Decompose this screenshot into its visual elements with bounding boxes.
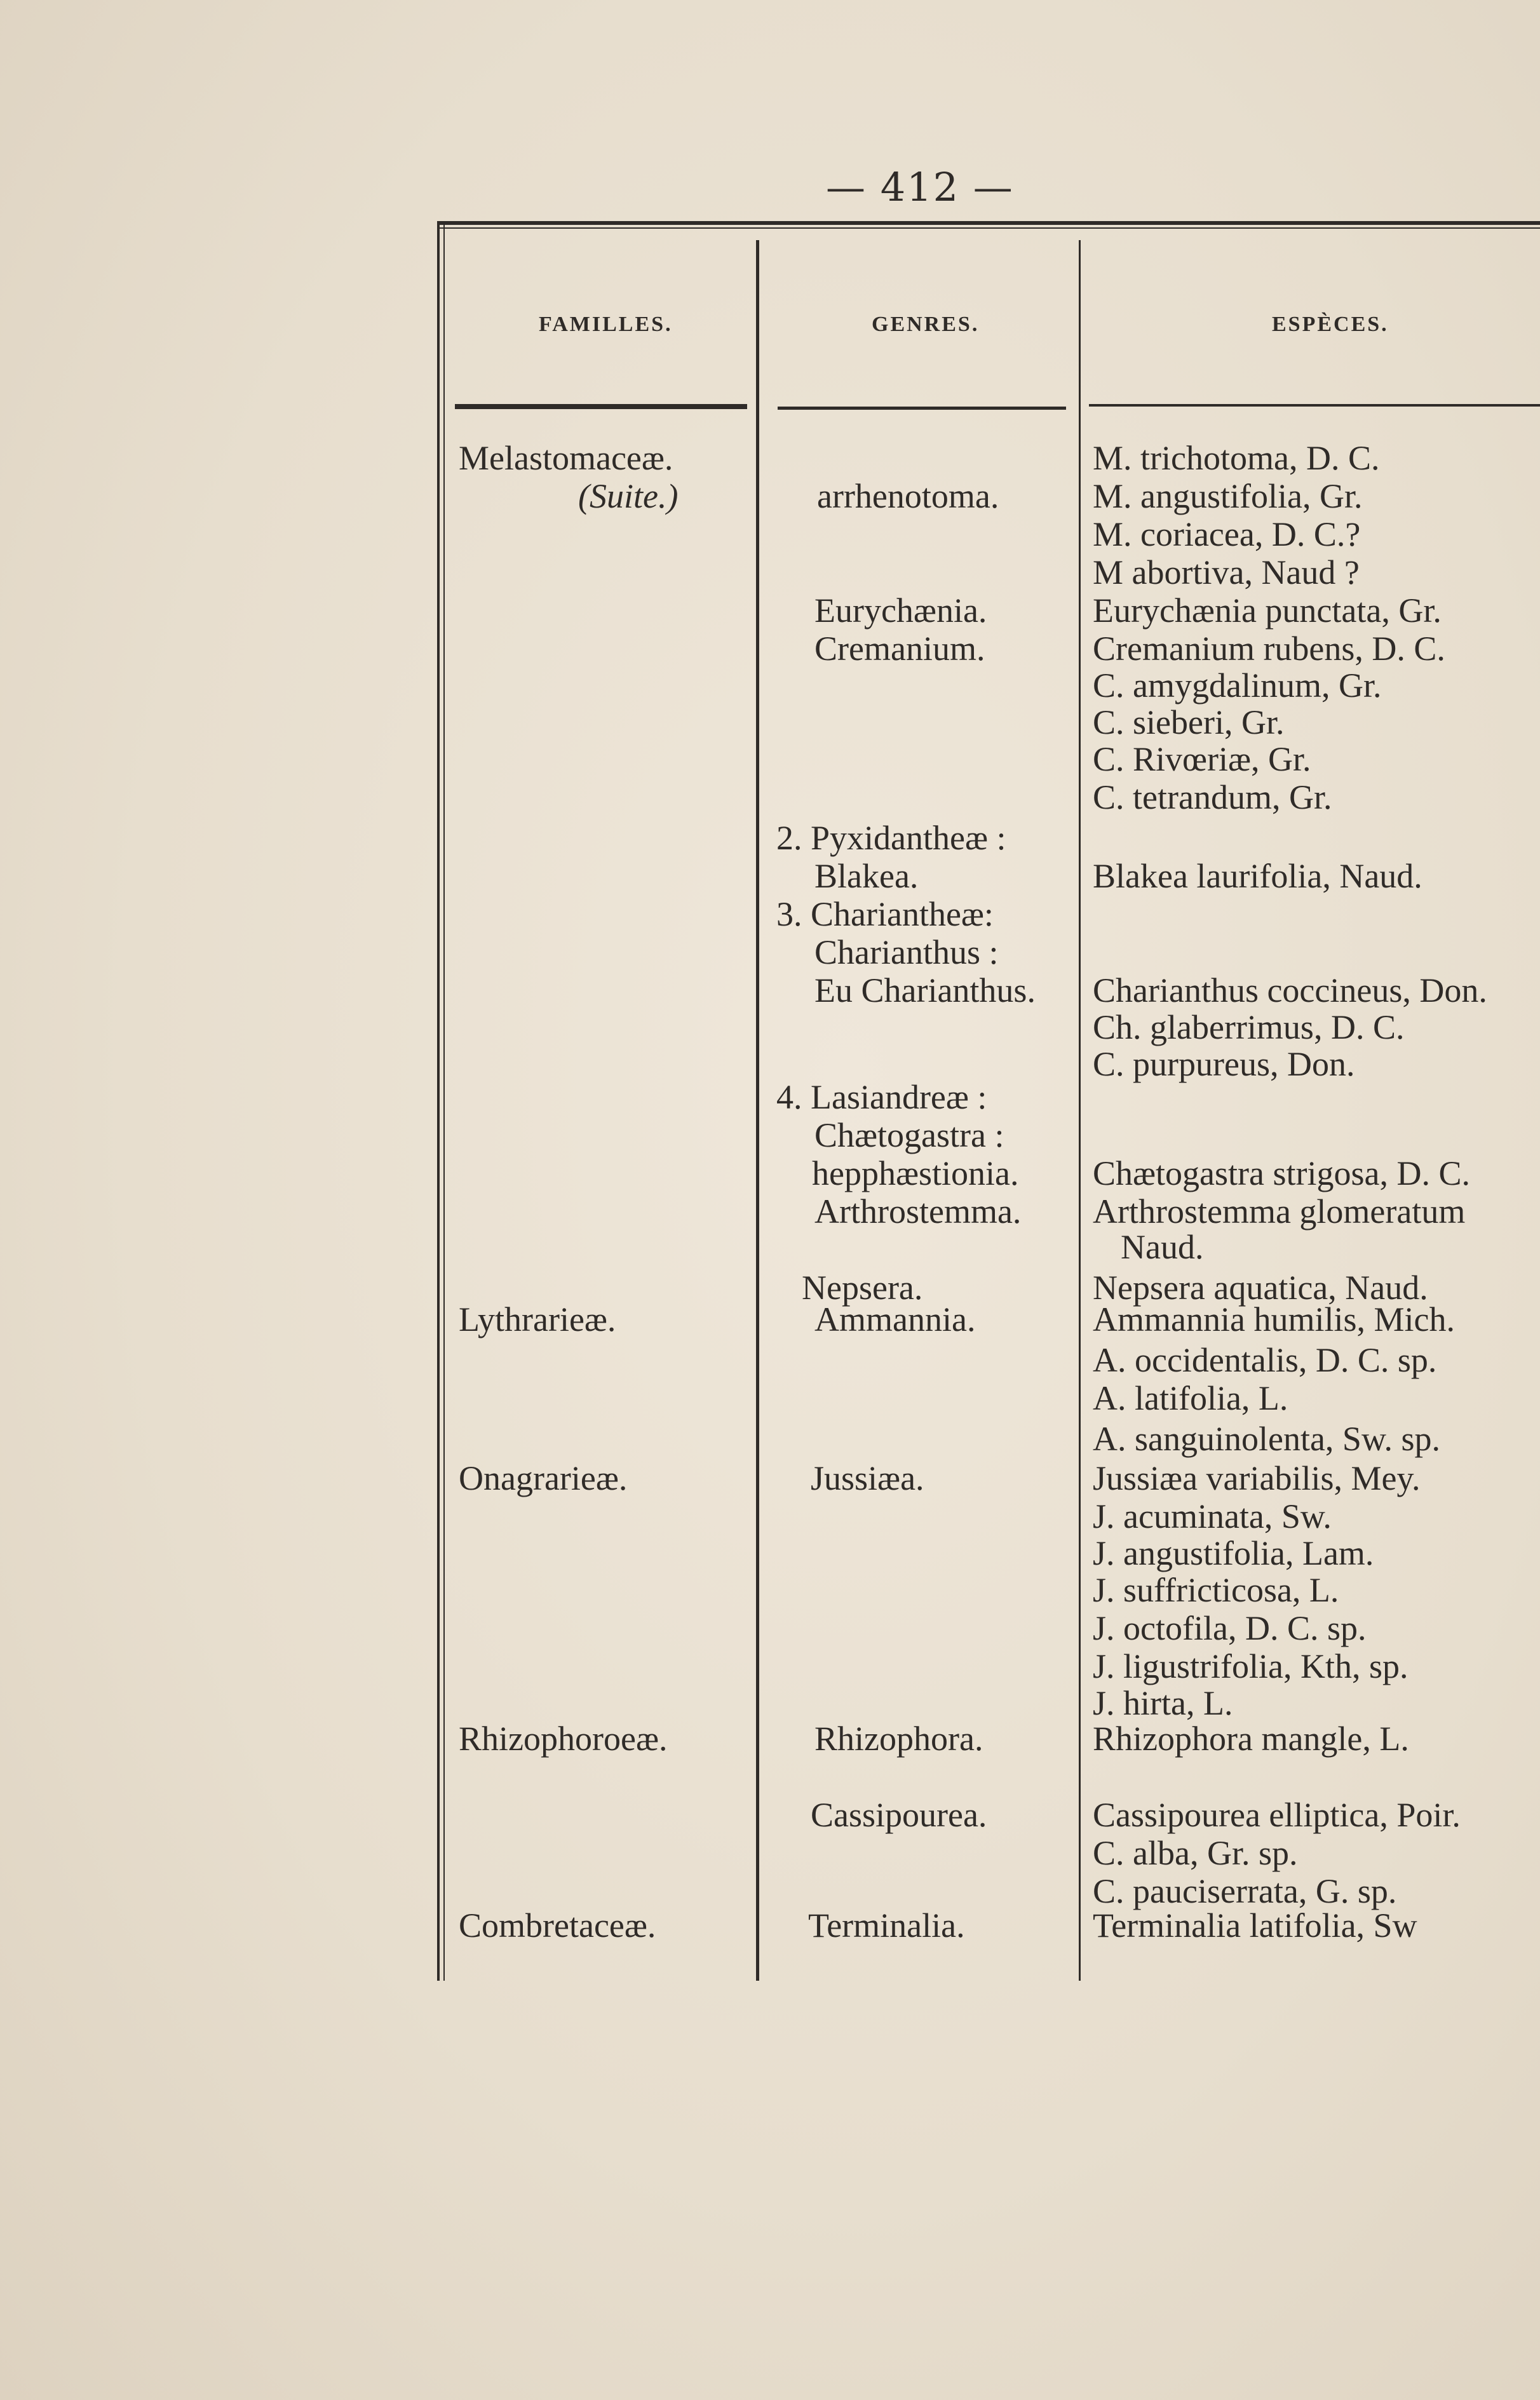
species-cell: C. Rivœriæ, Gr.: [1093, 740, 1311, 778]
species-cell: J. ligustrifolia, Kth, sp.: [1093, 1647, 1408, 1685]
family-cell: Combretaceæ.: [459, 1906, 656, 1945]
species-cell: J. suffricticosa, L.: [1093, 1571, 1339, 1609]
header-underline-genres: [778, 407, 1066, 410]
genre-cell: Eu Charianthus.: [814, 971, 1036, 1009]
page-number: — 412 —: [826, 164, 1014, 210]
species-cell: C. sieberi, Gr.: [1093, 703, 1285, 741]
species-cell: Jussiæa variabilis, Mey.: [1093, 1459, 1421, 1497]
table-top-rule-thin: [437, 227, 1540, 229]
species-cell: C. amygdalinum, Gr.: [1093, 666, 1382, 704]
species-cell: C. purpureus, Don.: [1093, 1045, 1355, 1083]
family-cell: Lythrarieæ.: [459, 1300, 616, 1338]
species-cell: Cassipourea elliptica, Poir.: [1093, 1796, 1461, 1834]
species-cell: Arthrostemma glomeratum: [1093, 1192, 1466, 1230]
header-familles: FAMILLES.: [539, 313, 673, 336]
species-cell: J. angustifolia, Lam.: [1093, 1534, 1374, 1572]
species-cell: C. pauciserrata, G. sp.: [1093, 1872, 1397, 1910]
genre-cell: 2. Pyxidantheæ :: [776, 819, 1006, 857]
genre-cell: Terminalia.: [808, 1906, 965, 1945]
column-divider-1: [756, 240, 759, 1981]
genre-cell: arrhenotoma.: [817, 477, 999, 515]
column-divider-2: [1079, 240, 1081, 1981]
header-underline-especes: [1089, 404, 1540, 407]
species-cell: Chætogastra strigosa, D. C.: [1093, 1154, 1470, 1192]
genre-cell: Rhizophora.: [814, 1720, 983, 1758]
genre-cell: Charianthus :: [814, 933, 999, 971]
genre-cell: Cremanium.: [814, 630, 985, 668]
genre-cell: hepphæstionia.: [812, 1154, 1019, 1192]
species-cell: M. trichotoma, D. C.: [1093, 439, 1380, 477]
genre-cell: 3. Chariantheæ:: [776, 895, 994, 933]
genre-cell: Ammannia.: [814, 1300, 976, 1338]
species-cell: Terminalia latifolia, Sw: [1093, 1906, 1417, 1945]
species-cell: Ammannia humilis, Mich.: [1093, 1300, 1455, 1338]
family-cell-suite: (Suite.): [578, 477, 679, 515]
table-top-rule: [437, 221, 1540, 225]
species-cell: A. occidentalis, D. C. sp.: [1093, 1341, 1437, 1379]
family-cell: Onagrarieæ.: [459, 1459, 628, 1497]
family-cell: Melastomaceæ.: [459, 439, 673, 477]
table-left-rule: [437, 221, 440, 1981]
species-cell: Naud.: [1121, 1228, 1204, 1266]
species-cell: A. sanguinolenta, Sw. sp.: [1093, 1420, 1440, 1458]
genre-cell: Cassipourea.: [811, 1796, 987, 1834]
header-genres: GENRES.: [872, 313, 980, 336]
species-cell: M abortiva, Naud ?: [1093, 553, 1360, 591]
species-cell: Rhizophora mangle, L.: [1093, 1720, 1409, 1758]
species-cell: Cremanium rubens, D. C.: [1093, 630, 1445, 668]
header-especes: ESPÈCES.: [1272, 313, 1389, 336]
species-cell: C. alba, Gr. sp.: [1093, 1834, 1298, 1872]
species-cell: Blakea laurifolia, Naud.: [1093, 857, 1422, 895]
species-cell: M. angustifolia, Gr.: [1093, 477, 1363, 515]
species-cell: Charianthus coccineus, Don.: [1093, 971, 1487, 1009]
species-cell: Ch. glaberrimus, D. C.: [1093, 1008, 1405, 1046]
genre-cell: Arthrostemma.: [814, 1192, 1022, 1230]
genre-cell: 4. Lasiandreæ :: [776, 1078, 987, 1116]
table-left-rule-thin: [443, 221, 445, 1981]
species-cell: A. latifolia, L.: [1093, 1379, 1288, 1417]
genre-cell: Eurychænia.: [814, 591, 987, 630]
genre-cell: Chætogastra :: [814, 1116, 1004, 1154]
header-underline-familles: [455, 404, 747, 409]
genre-cell: Blakea.: [814, 857, 919, 895]
species-cell: C. tetrandum, Gr.: [1093, 778, 1332, 816]
species-cell: M. coriacea, D. C.?: [1093, 515, 1361, 553]
species-cell: J. octofila, D. C. sp.: [1093, 1609, 1367, 1647]
genre-cell: Nepsera.: [802, 1269, 923, 1307]
genre-cell: Jussiæa.: [811, 1459, 924, 1497]
family-cell: Rhizophoroeæ.: [459, 1720, 668, 1758]
species-cell: Eurychænia punctata, Gr.: [1093, 591, 1442, 630]
species-cell: J. acuminata, Sw.: [1093, 1497, 1332, 1535]
species-cell: Nepsera aquatica, Naud.: [1093, 1269, 1428, 1307]
species-cell: J. hirta, L.: [1093, 1684, 1233, 1722]
